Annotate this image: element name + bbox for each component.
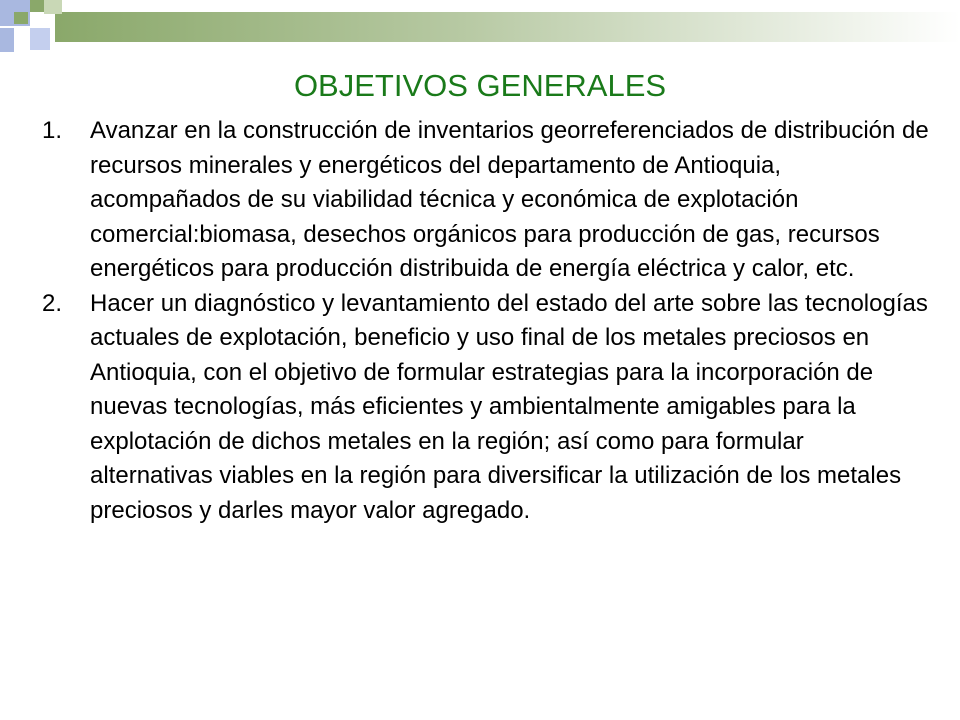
deco-square-white <box>16 26 28 38</box>
deco-square-green-small <box>14 12 28 24</box>
header-gradient-band <box>55 12 960 42</box>
header-decoration <box>0 0 960 60</box>
deco-square-green <box>30 0 44 12</box>
objectives-list <box>42 114 932 528</box>
objective-item-2 <box>42 287 932 529</box>
deco-square-blue-lower <box>0 28 14 52</box>
objective-number: 1. <box>42 117 63 144</box>
objective-text: Avanzar en la construcción de inventarios georreferenciados de distribución de recursos minerales y energéticos del departamento de Antioquia, acompañados de su viabilidad técnica y económica de explotación comercial:biomasa, desechos orgánicos para producción de gas, recursos energéticos para producción distribuida de energía eléctrica y calor, etc. <box>90 117 929 282</box>
objective-item-1 <box>42 114 932 287</box>
objective-text: Hacer un diagnóstico y levantamiento del estado del arte sobre las tecnologías actuales de explotación, beneficio y uso final de los metales preciosos en Antioquia, con el objetivo de formular estrategias para la incorporación de nuevas tecnologías, más eficientes y ambientalmente amigables para la explotación de dichos metales en la región; así como para formular alternativas viables en la región para diversificar la utilización de los metales preciosos y darles mayor valor agregado. <box>90 289 928 524</box>
slide-title: OBJETIVOS GENERALES <box>293 68 667 103</box>
objective-number: 2. <box>42 289 63 317</box>
deco-square-light-green <box>44 0 62 14</box>
deco-square-blue-mid <box>30 28 50 50</box>
